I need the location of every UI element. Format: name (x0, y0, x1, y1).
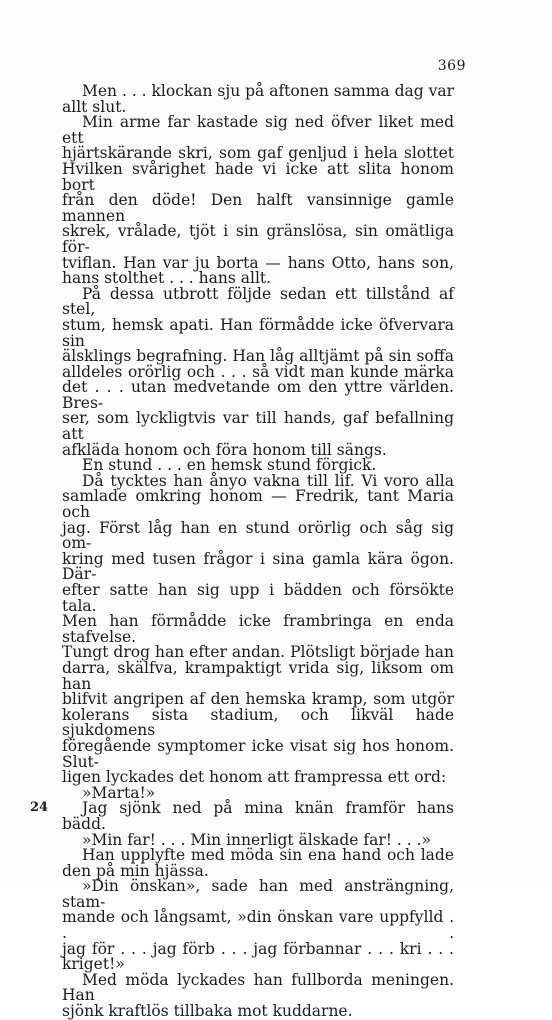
text-line: efter satte han sig upp i bädden och försökte tala. (62, 581, 454, 615)
text-line: från den döde! Den halft vansinnige gamle mannen (62, 191, 454, 225)
signature-mark: 24 (30, 800, 49, 815)
text-line: blifvit angripen af den hemska kramp, som utgör (62, 690, 454, 709)
text-line: tviflan. Han var ju borta — hans Otto, hans son, (62, 253, 454, 272)
text-line: En stund . . . en hemsk stund förgick. (82, 456, 377, 475)
text-line: darra, skälfva, krampaktigt vrida sig, liksom om han (62, 658, 454, 693)
page-number: 369 (437, 58, 466, 74)
text-line: Min arme far kastade sig ned öfver liket med ett (62, 113, 454, 147)
text-line: Då tycktes han ånyo vakna till lif. Vi voro alla (82, 471, 454, 490)
text-line: älsklings begrafning. Han låg alltjämt på sin soffa (62, 347, 454, 366)
text-line: föregående symptomer icke visat sig hos honom. Slut- (62, 736, 454, 771)
text-line: Hvilken svårighet hade vi icke att slita honom bort (62, 159, 454, 194)
text-line: jag för . . . jag förb . . . jag förbannar . . . kri . . . (62, 939, 454, 958)
text-line: allt slut. (62, 97, 127, 116)
paragraph (62, 84, 454, 115)
text-line: På dessa utbrott följde sedan ett tillstånd af stel, (62, 284, 454, 319)
text-line: Tungt drog han efter andan. Plötsligt började han (62, 643, 454, 662)
text-line: »Marta!» (82, 783, 156, 802)
text-line: hans stolthet . . . hans allt. (62, 269, 272, 288)
text-body (62, 84, 454, 1020)
paragraph (62, 471, 454, 787)
text-line: Jag sjönk ned på mina knän framför hans bädd. (62, 799, 454, 833)
text-line: Han upplyfte med möda sin ena hand och lade (82, 846, 454, 865)
text-line: kolerans sista stadium, och likväl hade sjukdomens (62, 705, 454, 740)
text-line: jag. Först låg han en stund orörlig och såg sig om- (62, 518, 454, 553)
paragraph (62, 879, 454, 973)
paragraph (62, 801, 454, 832)
paragraph (62, 848, 454, 879)
text-line: stum, hemsk apati. Han förmådde icke öfvervara sin (62, 315, 454, 350)
paragraph (62, 115, 454, 287)
text-line: skrek, vrålade, tjöt i sin gränslösa, sin omätliga för- (62, 222, 454, 256)
text-line: Men han förmådde icke frambringa en enda stafvelse. (62, 612, 454, 646)
text-line: samlade omkring honom — Fredrik, tant Maria och (62, 487, 454, 522)
text-line: hjärtskärande skri, som gaf genljud i hela slottet (62, 144, 454, 163)
text-line: »Min far! . . . Min innerligt älskade far! . . .» (82, 830, 432, 849)
text-line: kring med tusen frågor i sina gamla kära ögon. Där- (62, 549, 454, 584)
paragraph (62, 284, 454, 459)
text-line: det . . . utan medvetande om den yttre världen. Bres- (62, 378, 454, 412)
text-line: den på min hjässa. (62, 861, 209, 880)
text-line: alldeles orörlig och . . . så vidt man kunde märka (62, 362, 454, 381)
text-line: Men . . . klockan sju på aftonen samma dag var (82, 82, 454, 100)
text-line: sjönk kraftlös tillbaka mot kuddarne. (62, 1002, 353, 1020)
text-line: ser, som lyckligtvis var till hands, gaf befallning att (62, 409, 454, 444)
text-line: kriget!» (62, 955, 125, 974)
text-line: afkläda honom och föra honom till sängs. (62, 440, 387, 459)
paragraph (62, 970, 454, 1020)
text-line: Med möda lyckades han fullborda meningen. Han (62, 970, 454, 1005)
text-line: »Din önskan», sade han med ansträngning, stam- (62, 877, 454, 911)
text-line: ligen lyckades det honom att frampressa ett ord: (62, 768, 447, 787)
text-line: mande och långsamt, »din önskan vare uppfylld . . . (62, 908, 454, 943)
